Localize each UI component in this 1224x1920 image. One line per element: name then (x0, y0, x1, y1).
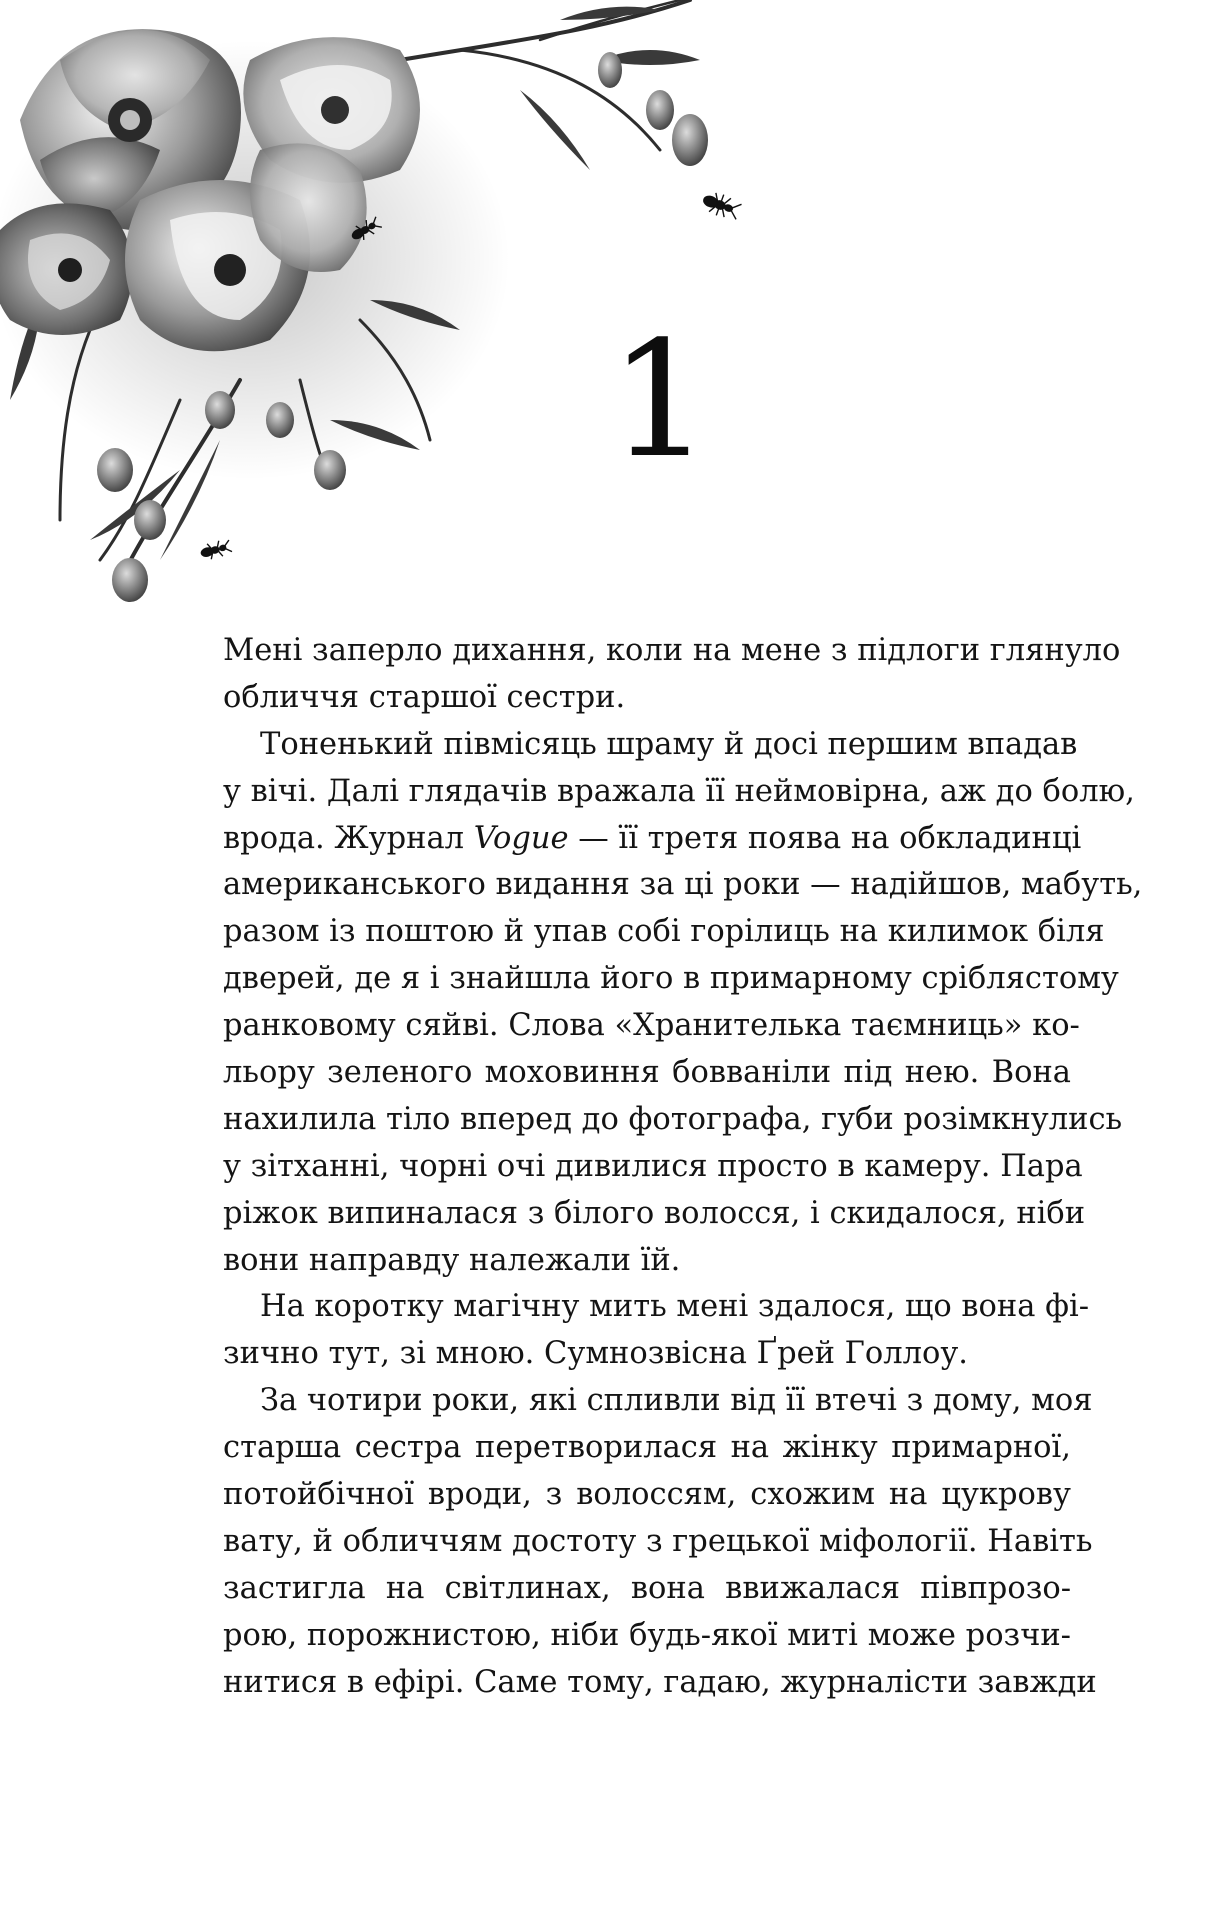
text-line: нитися в ефірі. Саме тому, гадаю, журналісти завжди (223, 1664, 1097, 1700)
text-line: у зітханні, чорні очі дивилися просто в камеру. Пара (223, 1148, 1083, 1184)
text-line: вони направду належали їй. (223, 1242, 681, 1278)
text-line: ранковому сяйві. Слова «Хранителька таємниць» ко- (223, 1008, 1080, 1044)
text-line: льору зеленого моховиння бовваніли під нею. Вона (223, 1055, 1071, 1091)
text-line: у вічі. Далі глядачів вражала її неймовірна, аж до болю, (223, 773, 1135, 809)
text-line: Тоненький півмісяць шраму й досі першим впадав (260, 726, 1078, 762)
text-line: нахилила тіло вперед до фотографа, губи розімкнулись (223, 1101, 1123, 1137)
text-fragment: — її третя поява на обкладинці (568, 820, 1082, 856)
chapter-number: 1 (609, 306, 711, 493)
text-line: дверей, де я і знайшла його в примарному сріблястому (223, 961, 1119, 997)
text-line: рою, порожнистою, ніби будь-якої миті може розчи- (223, 1617, 1071, 1653)
text-line: старша сестра перетворилася на жінку примарної, (223, 1430, 1071, 1466)
text-line: разом із поштою й упав собі горілиць на килимок біля (223, 914, 1105, 950)
text-line: застигла на світлинах, вона ввижалася півпрозо- (223, 1570, 1071, 1606)
text-line: зично тут, зі мною. Сумнозвісна Ґрей Голлоу. (223, 1336, 968, 1372)
magazine-title: Vogue (473, 820, 569, 856)
text-line: За чотири роки, які спливли від її втечі з дому, моя (260, 1383, 1093, 1419)
chapter-body-text (223, 628, 1143, 1706)
text-line: обличчя старшої сестри. (223, 679, 626, 715)
text-line: американського видання за ці роки — надійшов, мабуть, (223, 867, 1143, 903)
text-fragment: врода. Журнал (223, 820, 474, 856)
text-line: потойбічної вроди, з волоссям, схожим на цукрову (223, 1477, 1071, 1513)
text-line: На коротку магічну мить мені здалося, що вона фі- (260, 1289, 1090, 1325)
text-line: ріжок випиналася з білого волосся, і скидалося, ніби (223, 1195, 1086, 1231)
text-line: Мені заперло дихання, коли на мене з підлоги глянуло (223, 633, 1121, 668)
text-line-with-italic (223, 816, 1082, 863)
text-line: вату, й обличчям достоту з грецької міфології. Навіть (223, 1523, 1093, 1559)
